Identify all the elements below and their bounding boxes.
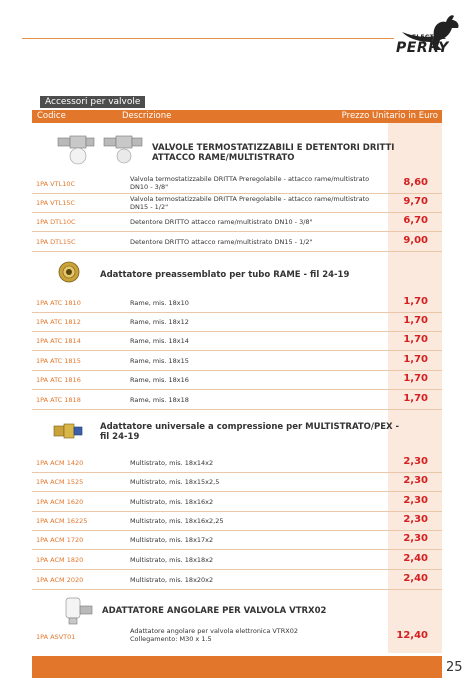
product-code: 1PA ATC 1812 — [36, 318, 81, 326]
product-code: 1PA ACM 2020 — [36, 576, 84, 584]
description-line: Valvola termostatizzabile DRITTA Preregolabile - attacco rame/multistrato — [130, 195, 370, 203]
product-price: 6,70 — [403, 215, 428, 226]
table-row — [32, 491, 442, 512]
header-description: Descrizione — [122, 111, 172, 121]
product-price: 2,30 — [403, 514, 428, 525]
group-title — [100, 270, 349, 280]
product-description — [130, 218, 380, 226]
table-row — [32, 549, 442, 570]
description-line: Rame, mis. 18x15 — [130, 357, 189, 365]
table-row — [32, 511, 442, 531]
table-row — [32, 530, 442, 550]
product-price: 2,30 — [403, 475, 428, 486]
group-title — [100, 422, 399, 442]
multilayer-adapter-image — [52, 420, 84, 442]
product-code: 1PA DTL10C — [36, 218, 76, 226]
table-row — [32, 172, 442, 194]
table-row — [32, 389, 442, 410]
table-row — [32, 350, 442, 371]
product-code: 1PA VTL10C — [36, 180, 75, 188]
product-description — [130, 396, 380, 404]
table-row — [32, 231, 442, 252]
product-price: 1,70 — [403, 373, 428, 384]
section-title: Accessori per valvole — [40, 96, 145, 108]
group-title-line: Adattatore universale a compressione per MULTISTRATO/PEX - — [100, 422, 400, 432]
product-description — [130, 498, 380, 506]
table-row — [32, 331, 442, 351]
description-line: Multistrato, mis. 18x15x2,5 — [130, 478, 220, 486]
product-code: 1PA DTL15C — [36, 238, 76, 246]
group-title-line: ADATTATORE ANGOLARE PER VALVOLA VTRX02 — [102, 606, 327, 616]
thermostatic-valves-image — [56, 132, 146, 166]
description-line: Rame, mis. 18x14 — [130, 337, 189, 345]
product-price: 2,30 — [403, 533, 428, 544]
product-description — [130, 357, 380, 365]
footer-bar — [32, 656, 442, 678]
product-price: 9,00 — [403, 235, 428, 246]
header-price: Prezzo Unitario in Euro — [341, 111, 438, 121]
table-row — [32, 212, 442, 232]
brand-perry: PERRY — [396, 40, 449, 56]
description-line: Rame, mis. 18x18 — [130, 396, 189, 404]
product-description — [130, 175, 380, 191]
product-price: 2,40 — [403, 573, 428, 584]
product-description — [130, 576, 380, 584]
product-code: 1PA ACM 1620 — [36, 498, 84, 506]
product-description — [130, 376, 380, 384]
top-rule — [22, 38, 394, 39]
product-price: 12,40 — [396, 630, 428, 641]
table-row — [32, 472, 442, 492]
description-line: Rame, mis. 18x10 — [130, 299, 189, 307]
product-price: 8,60 — [403, 177, 428, 188]
description-line: Valvola termostatizzabile DRITTA Preregolabile - attacco rame/multistrato — [130, 175, 370, 183]
product-code: 1PA ACM 1525 — [36, 478, 84, 486]
product-description — [130, 238, 380, 246]
product-description — [130, 478, 380, 486]
product-code: 1PA ASVT01 — [36, 633, 76, 641]
product-description — [130, 459, 380, 467]
table-row — [32, 370, 442, 390]
group-title-line: ATTACCO RAME/MULTISTRATO — [152, 153, 295, 163]
product-price: 2,30 — [403, 495, 428, 506]
table-row — [32, 292, 442, 313]
product-description — [130, 318, 380, 326]
header-code: Codice — [37, 111, 66, 121]
description-line: DN15 - 1/2" — [130, 203, 169, 211]
product-code: 1PA ACM 16225 — [36, 517, 88, 525]
description-line: Adattatore angolare per valvola elettronica VTRX02 — [130, 627, 299, 635]
product-code: 1PA ACM 1820 — [36, 556, 84, 564]
description-line: Multistrato, mis. 18x14x2 — [130, 459, 214, 467]
description-line: Multistrato, mis. 18x16x2 — [130, 498, 214, 506]
product-code: 1PA ATC 1816 — [36, 376, 81, 384]
product-price: 1,70 — [403, 315, 428, 326]
product-price: 9,70 — [403, 196, 428, 207]
product-description — [130, 627, 380, 643]
page-number: 25 — [446, 660, 463, 675]
product-price: 1,70 — [403, 393, 428, 404]
description-line: Detentore DRITTO attacco rame/multistrato DN15 - 1/2" — [130, 238, 313, 246]
description-line: Rame, mis. 18x16 — [130, 376, 189, 384]
group-title-line: fil 24-19 — [100, 432, 140, 442]
group-title — [102, 606, 326, 616]
group-title-line: VALVOLE TERMOSTATIZZABILI E DETENTORI DRITTI — [152, 143, 395, 153]
product-price: 2,30 — [403, 456, 428, 467]
group-title-line: Adattatore preassemblato per tubo RAME - fil 24-19 — [100, 270, 350, 280]
product-description — [130, 337, 380, 345]
product-description — [130, 517, 380, 525]
group-title — [152, 143, 394, 163]
table-header — [32, 110, 442, 123]
product-description — [130, 195, 380, 211]
description-line: Multistrato, mis. 18x16x2,25 — [130, 517, 224, 525]
product-price: 1,70 — [403, 296, 428, 307]
product-price: 2,40 — [403, 553, 428, 564]
product-code: 1PA ATC 1810 — [36, 299, 81, 307]
copper-adapter-image — [58, 261, 80, 283]
description-line: Multistrato, mis. 18x20x2 — [130, 576, 214, 584]
table-row — [32, 193, 442, 213]
product-description — [130, 536, 380, 544]
product-code: 1PA ATC 1815 — [36, 357, 81, 365]
table-row — [32, 569, 442, 590]
product-price: 1,70 — [403, 354, 428, 365]
product-code: 1PA ACM 1720 — [36, 536, 84, 544]
product-price: 1,70 — [403, 334, 428, 345]
brand-electric: ELECTRIC — [412, 34, 447, 41]
product-description — [130, 299, 380, 307]
table-row — [32, 312, 442, 332]
product-description — [130, 556, 380, 564]
description-line: Multistrato, mis. 18x17x2 — [130, 536, 214, 544]
table-row — [32, 452, 442, 473]
description-line: Collegamento: M30 x 1.5 — [130, 635, 212, 643]
description-line: DN10 - 3/8" — [130, 183, 169, 191]
table-row — [32, 622, 442, 652]
product-code: 1PA ACM 1420 — [36, 459, 84, 467]
product-code: 1PA ATC 1814 — [36, 337, 81, 345]
description-line: Detentore DRITTO attacco rame/multistrato DN10 - 3/8" — [130, 218, 313, 226]
description-line: Multistrato, mis. 18x18x2 — [130, 556, 214, 564]
description-line: Rame, mis. 18x12 — [130, 318, 189, 326]
product-code: 1PA ATC 1818 — [36, 396, 81, 404]
product-code: 1PA VTL15C — [36, 199, 75, 207]
